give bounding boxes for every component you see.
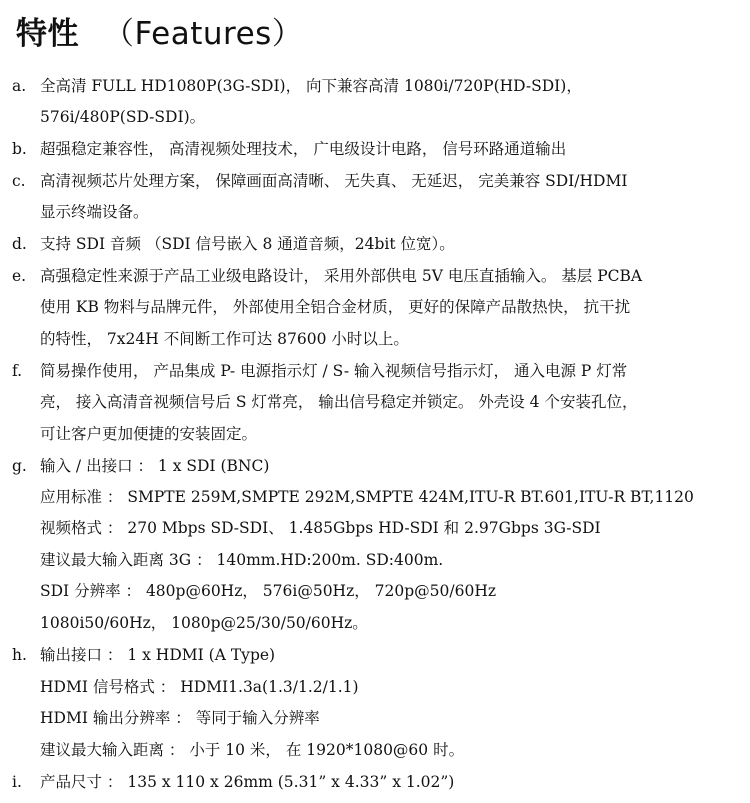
feature-line: 视频格式 ： 270 Mbps SD-SDI、 1.485Gbps HD-SDI 和 2.97Gbps 3G-SDI bbox=[40, 519, 601, 537]
feature-line: 简易操作使用， 产品集成 P- 电源指示灯 / S- 输入视频信号指示灯， 通入电源 P 灯常 bbox=[40, 362, 628, 380]
feature-line: 建议最大输入距离 ： 小于 10 米， 在 1920*1080@60 时。 bbox=[40, 741, 465, 759]
feature-line: 使用 KB 物料与品牌元件， 外部使用全铝合金材质， 更好的保障产品散热快， 抗干扰 bbox=[40, 298, 631, 316]
feature-marker: g. bbox=[12, 457, 27, 475]
feature-line: 全高清 FULL HD1080P(3G-SDI)， 向下兼容高清 1080i/720P(HD-SDI)， bbox=[40, 77, 582, 95]
feature-line: 建议最大输入距离 3G ： 140mm.HD:200m. SD:400m. bbox=[40, 551, 444, 569]
feature-line: 支持 SDI 音频 （SDI 信号嵌入 8 通道音频，24bit 位宽）。 bbox=[40, 235, 455, 253]
feature-line: 产品尺寸 ： 135 x 110 x 26mm (5.31” x 4.33” x 1.02”) bbox=[40, 773, 455, 791]
feature-line: 可让客户更加便捷的安装固定。 bbox=[40, 425, 258, 443]
feature-line: HDMI 输出分辨率 ： 等同于输入分辨率 bbox=[40, 709, 320, 727]
feature-line: 显示终端设备。 bbox=[40, 203, 149, 221]
feature-line: SDI 分辨率 ： 480p@60Hz， 576i@50Hz， 720p@50/60Hz bbox=[40, 582, 497, 600]
feature-line: 高清视频芯片处理方案， 保障画面高清晰、 无失真、 无延迟， 完美兼容 SDI/HDMI bbox=[40, 172, 628, 190]
feature-line: 的特性， 7x24H 不间断工作可达 87600 小时以上。 bbox=[40, 330, 409, 348]
feature-line: 亮， 接入高清音视频信号后 S 灯常亮， 输出信号稳定并锁定。 外壳设 4 个安装孔位， bbox=[40, 393, 638, 411]
feature-line: 输入 / 出接口 ： 1 x SDI (BNC) bbox=[40, 457, 270, 475]
feature-marker: h. bbox=[12, 646, 27, 664]
title-cn: 特性 bbox=[16, 16, 79, 52]
feature-marker: d. bbox=[12, 235, 27, 253]
feature-line: 应用标准 ： SMPTE 259M,SMPTE 292M,SMPTE 424M,ITU-R BT.601,ITU-R BT,1120 bbox=[40, 488, 694, 506]
feature-marker: a. bbox=[12, 77, 27, 95]
feature-marker: e. bbox=[12, 267, 27, 285]
feature-marker: b. bbox=[12, 140, 27, 158]
feature-line: 1080i50/60Hz， 1080p@25/30/50/60Hz。 bbox=[40, 614, 368, 632]
feature-marker: c. bbox=[12, 172, 26, 190]
feature-line: 超强稳定兼容性， 高清视频处理技术， 广电级设计电路， 信号环路通道输出 bbox=[40, 140, 567, 158]
feature-marker: f. bbox=[12, 362, 23, 380]
feature-line: HDMI 信号格式 ： HDMI1.3a(1.3/1.2/1.1) bbox=[40, 678, 359, 696]
feature-line: 576i/480P(SD-SDI)。 bbox=[40, 108, 206, 126]
feature-line: 高强稳定性来源于产品工业级电路设计， 采用外部供电 5V 电压直插输入。 基层 PCBA bbox=[40, 267, 643, 285]
title-en: （Features） bbox=[103, 16, 304, 52]
feature-line: 输出接口 ： 1 x HDMI (A Type) bbox=[40, 646, 276, 664]
feature-marker: i. bbox=[12, 773, 22, 791]
